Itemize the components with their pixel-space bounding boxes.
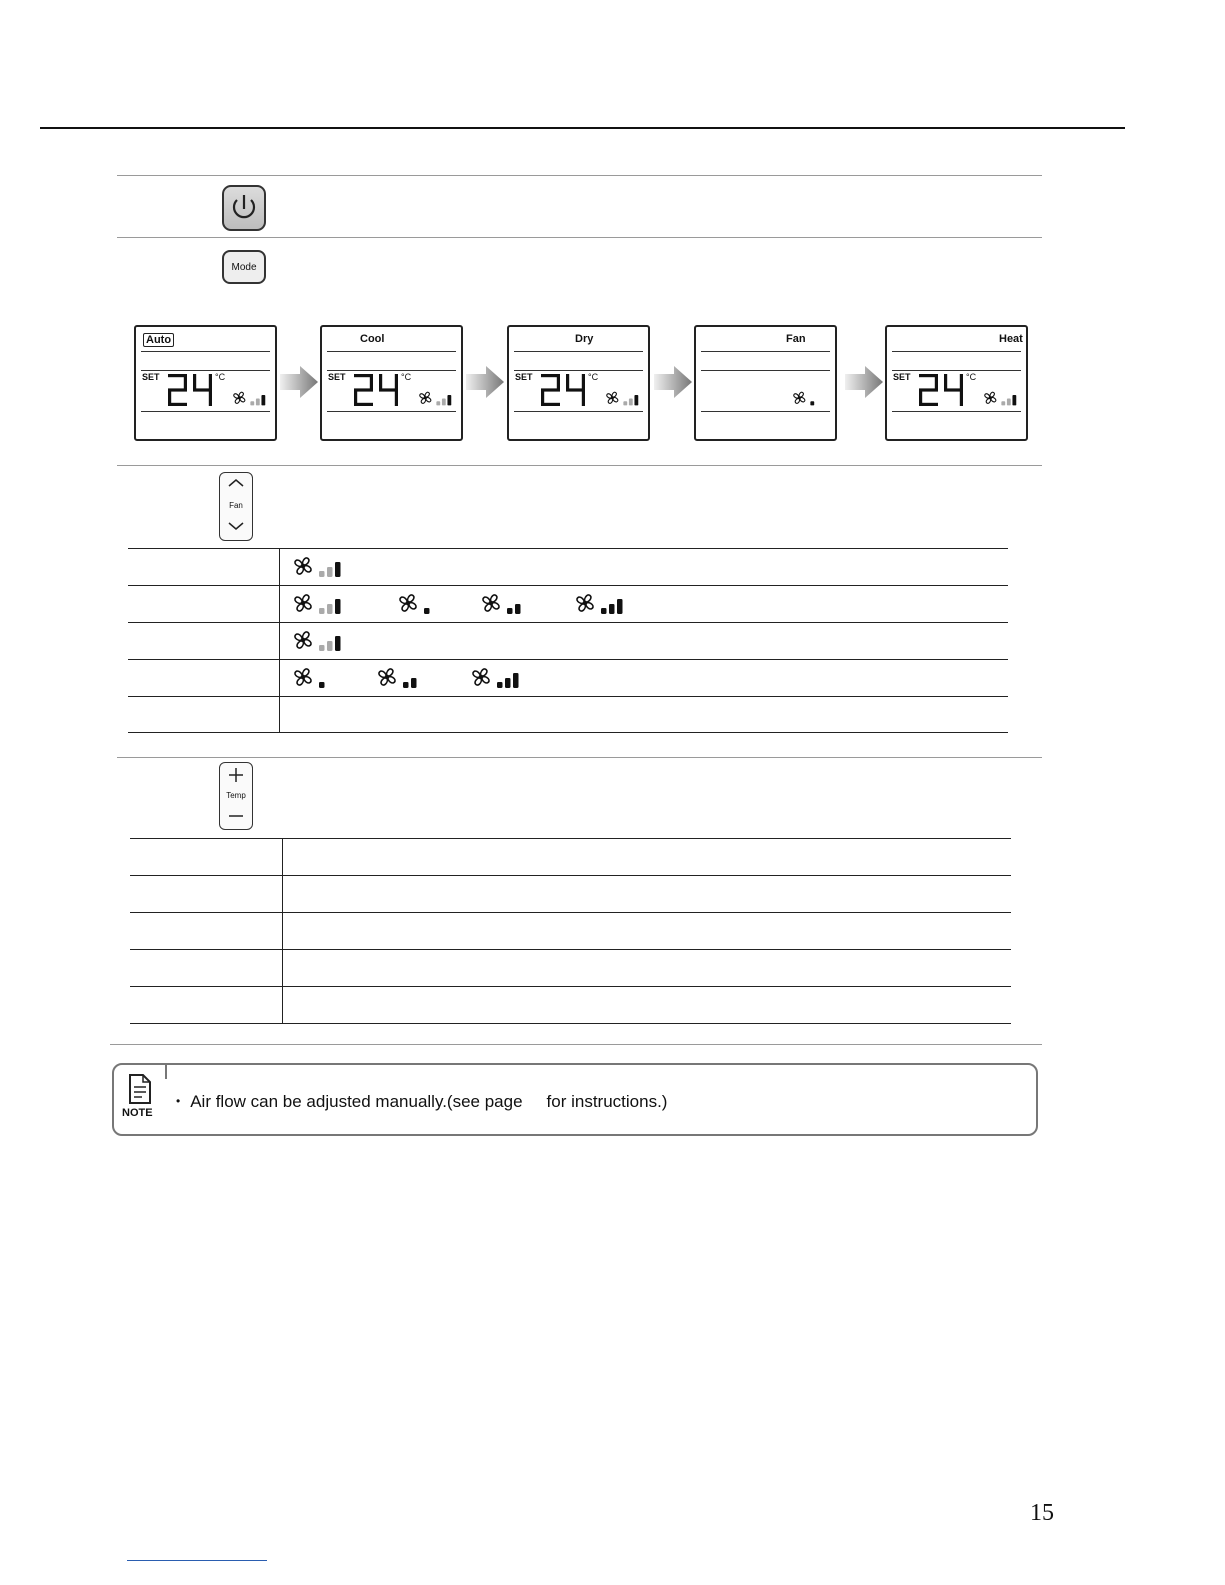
fan-bar [1001,401,1005,405]
lcd-unit-label: °C [588,372,599,382]
fan-bar [319,571,325,577]
sequence-arrow-icon [843,365,885,399]
lcd-display-dry [507,325,650,441]
temp-table-rule [130,875,1011,876]
lcd-divider [701,370,830,371]
fan-bar [335,599,341,614]
fan-bar [1012,395,1016,405]
lcd-divider [141,411,270,412]
temperature-digits [166,372,216,408]
fan-speed-auto-icon [604,390,640,407]
fan-bar [250,401,254,405]
section-divider-temp-top [117,757,1042,758]
lcd-display-cool [320,325,463,441]
mode-button-label: Mode [231,261,257,273]
lcd-divider [141,351,270,352]
lcd-divider [514,411,643,412]
power-button[interactable] [222,185,266,231]
fan-bar [629,399,633,406]
temp-table-rule [130,986,1011,987]
fan-bar [505,678,511,688]
fan-bar [601,608,607,614]
section-divider-note-top [110,1044,1042,1045]
temperature-digits [917,372,967,408]
temperature-digits [539,372,589,408]
fan-speed-auto-icon [417,390,453,407]
fan-table-rule [128,696,1008,697]
fan-bar [436,401,440,405]
fan-speed-medium-icon [375,666,427,690]
fan-bar [335,562,341,577]
lcd-set-label: SET [893,372,911,382]
fan-bar [513,673,519,688]
temp-button-label: Temp [226,791,246,800]
note-bullet: • [176,1094,181,1108]
lcd-divider [514,351,643,352]
lcd-unit-label: °C [401,372,412,382]
fan-table-rule [128,585,1008,586]
fan-bar [810,401,814,405]
note-text-before: Air flow can be adjusted manually.(see page [190,1092,523,1111]
fan-bar [617,599,623,614]
note-tab-mark [165,1063,167,1079]
fan-speed-low-icon [291,666,343,690]
fan-button[interactable] [219,472,253,541]
fan-bar [1007,399,1011,406]
fan-bar [411,678,417,688]
lcd-divider [327,370,456,371]
note-document-icon [127,1073,153,1105]
lcd-divider [141,370,270,371]
fan-table-rule [128,548,1008,549]
section-divider-power-top [117,175,1042,176]
fan-speed-auto-icon [291,555,343,579]
sequence-arrow-icon [464,365,506,399]
temperature-digits [352,372,402,408]
fan-bar [424,608,430,614]
fan-bar [327,604,333,614]
lcd-mode-label: Dry [575,333,594,345]
fan-table-rule [128,732,1008,733]
lcd-mode-label: Auto [143,333,174,347]
note-text [176,1092,667,1112]
fan-bar [634,395,638,405]
fan-bar [261,395,265,405]
fan-bar [335,636,341,651]
mode-button[interactable] [222,250,266,284]
fan-speed-medium-icon [479,592,531,616]
fan-bar [256,399,260,406]
lcd-divider [327,411,456,412]
lcd-set-label: SET [515,372,533,382]
lcd-divider [701,411,830,412]
fan-speed-low-icon [791,390,827,407]
temp-table-rule [130,838,1011,839]
section-divider-mode-top [117,237,1042,238]
fan-speed-auto-icon [231,390,267,407]
lcd-display-auto [134,325,277,441]
fan-table-column-divider [279,548,280,732]
temp-table-rule [130,949,1011,950]
sequence-arrow-icon [278,365,320,399]
fan-bar [507,608,513,614]
lcd-divider [327,351,456,352]
note-label: NOTE [122,1107,153,1119]
fan-bar [515,604,521,614]
fan-bar [327,641,333,651]
section-divider-fan-top [117,465,1042,466]
lcd-divider [892,370,1021,371]
fan-speed-auto-icon [982,390,1018,407]
fan-bar [327,567,333,577]
fan-button-label: Fan [229,501,243,510]
fan-table-rule [128,659,1008,660]
fan-bar [319,645,325,651]
fan-bar [442,399,446,406]
lcd-mode-label: Cool [360,333,385,345]
fan-speed-high-icon [469,666,521,690]
footer-link-underline [127,1560,267,1561]
lcd-display-fan [694,325,837,441]
lcd-mode-label: Fan [786,333,806,345]
lcd-unit-label: °C [966,372,977,382]
temp-table-column-divider [282,838,283,1023]
fan-speed-auto-icon [291,592,343,616]
fan-bar [447,395,451,405]
lcd-unit-label: °C [215,372,226,382]
fan-table-rule [128,622,1008,623]
lcd-display-heat [885,325,1028,441]
temp-button[interactable] [219,762,253,830]
lcd-mode-label: Heat [999,333,1023,345]
note-text-after: for instructions.) [546,1092,668,1111]
lcd-set-label: SET [328,372,346,382]
fan-speed-low-icon [396,592,448,616]
fan-bar [403,682,409,688]
fan-bar [623,401,627,405]
temp-table-rule [130,1023,1011,1024]
fan-speed-high-icon [573,592,625,616]
lcd-divider [892,351,1021,352]
temp-table-rule [130,912,1011,913]
fan-bar [319,608,325,614]
fan-bar [609,604,615,614]
fan-bar [497,682,503,688]
page-number: 15 [1030,1500,1054,1526]
lcd-divider [514,370,643,371]
power-icon [224,187,264,229]
fan-speed-auto-icon [291,629,343,653]
fan-bar [319,682,325,688]
sequence-arrow-icon [652,365,694,399]
header-rule [40,127,1125,129]
lcd-divider [701,351,830,352]
lcd-divider [892,411,1021,412]
lcd-set-label: SET [142,372,160,382]
